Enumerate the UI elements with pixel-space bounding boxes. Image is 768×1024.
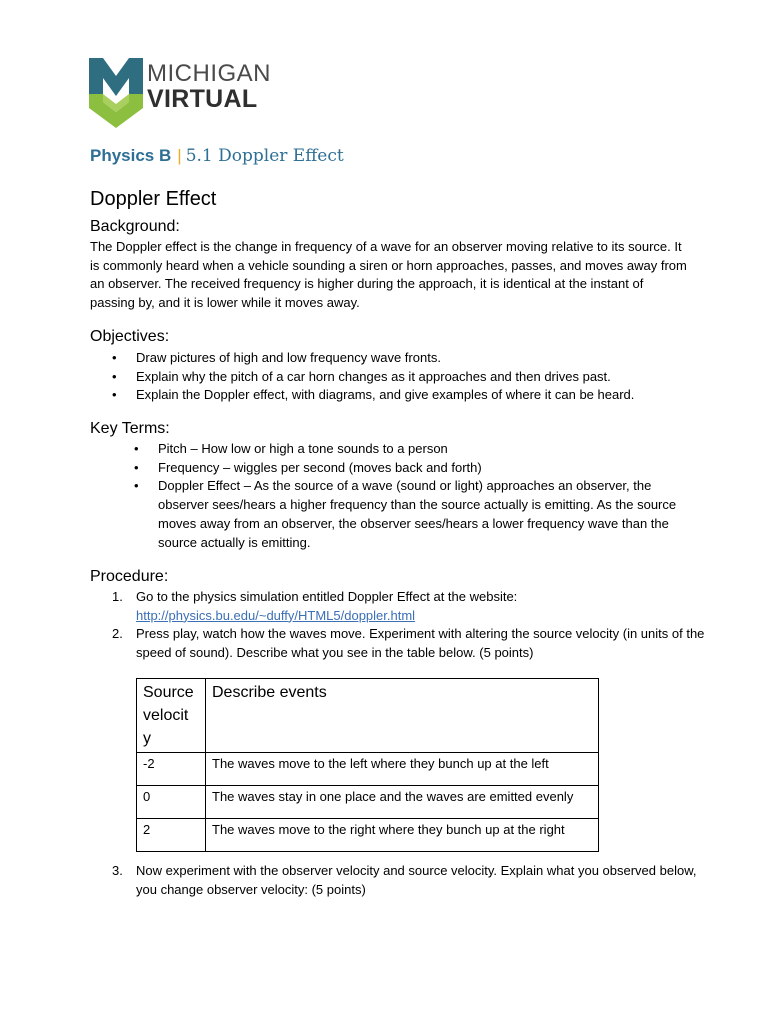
background-heading: Background:	[90, 218, 180, 235]
list-item: • Frequency – wiggles per second (moves back and forth)	[158, 459, 678, 478]
page-title: Doppler Effect	[90, 188, 217, 210]
column-header: Source velocit y	[137, 679, 206, 753]
procedure-steps-continued	[112, 862, 711, 899]
procedure-step	[112, 625, 711, 662]
procedure-heading: Procedure:	[90, 568, 169, 585]
key-terms-heading: Key Terms:	[90, 420, 170, 437]
course-separator: |	[177, 146, 182, 165]
step-number: 1.	[112, 589, 123, 604]
procedure-step	[112, 588, 711, 625]
lesson-title: 5.1 Doppler Effect	[185, 146, 344, 166]
table-cell: The waves stay in one place and the waves are emitted evenly	[206, 786, 599, 819]
table-cell: -2	[137, 753, 206, 786]
list-item: • Explain the Doppler effect, with diagrams, and give examples of where it can be heard.	[136, 386, 711, 405]
simulation-link[interactable]: http://physics.bu.edu/~duffy/HTML5/doppler.html	[136, 607, 416, 623]
list-item: • Pitch – How low or high a tone sounds to a person	[158, 440, 678, 459]
column-header: Describe events	[206, 679, 599, 753]
course-header	[90, 145, 344, 167]
list-item: • Draw pictures of high and low frequency wave fronts.	[136, 349, 711, 368]
step-number: 3.	[112, 863, 123, 878]
list-item: • Doppler Effect – As the source of a wave (sound or light) approaches an observer, the observer sees/hears a higher frequency than the source actually is emitting. As the source moves away from an observer, the observer sees/hears a lower frequency wave than the source actually is emitting.	[158, 477, 678, 552]
step-text: Go to the physics simulation entitled Doppler Effect at the website:	[136, 589, 518, 604]
objectives-list	[136, 349, 711, 405]
table-cell: The waves move to the right where they bunch up at the right	[206, 819, 599, 852]
source-velocity-table	[136, 678, 599, 852]
procedure-step	[112, 862, 711, 899]
background-text: The Doppler effect is the change in frequency of a wave for an observer moving relative to its source. It is commonly heard when a vehicle sounding a siren or horn approaches, passes, and moves away from an observer. The received frequency is higher during the approach, it is identical at the instant of passing by, and it is lower while it moves away.	[90, 239, 687, 311]
procedure-steps	[112, 588, 711, 663]
table-row	[137, 753, 599, 786]
chevron-logo-icon	[89, 54, 144, 129]
list-item: • Explain why the pitch of a car horn changes as it approaches and then drives past.	[136, 368, 711, 387]
logo-text-michigan: MICHIGAN	[147, 60, 271, 87]
objectives-heading: Objectives:	[90, 328, 170, 345]
logo-text-virtual: VIRTUAL	[147, 85, 258, 113]
table-header-row	[137, 679, 599, 753]
table-row	[137, 786, 599, 819]
table-cell: 2	[137, 819, 206, 852]
key-terms-list	[158, 440, 678, 552]
step-number: 2.	[112, 626, 123, 642]
table-cell: 0	[137, 786, 206, 819]
michigan-virtual-logo	[89, 54, 279, 129]
step-text: Press play, watch how the waves move. Experiment with altering the source velocity (in units of the speed of sound). Describe what you see in the table below. (5 points)	[136, 626, 705, 661]
course-subject: Physics B	[90, 146, 172, 165]
step-text: Now experiment with the observer velocity and source velocity. Explain what you observed below, you change observer velocity: (5 points)	[136, 863, 697, 897]
table-row	[137, 819, 599, 852]
table-cell: The waves move to the left where they bunch up at the left	[206, 753, 599, 786]
